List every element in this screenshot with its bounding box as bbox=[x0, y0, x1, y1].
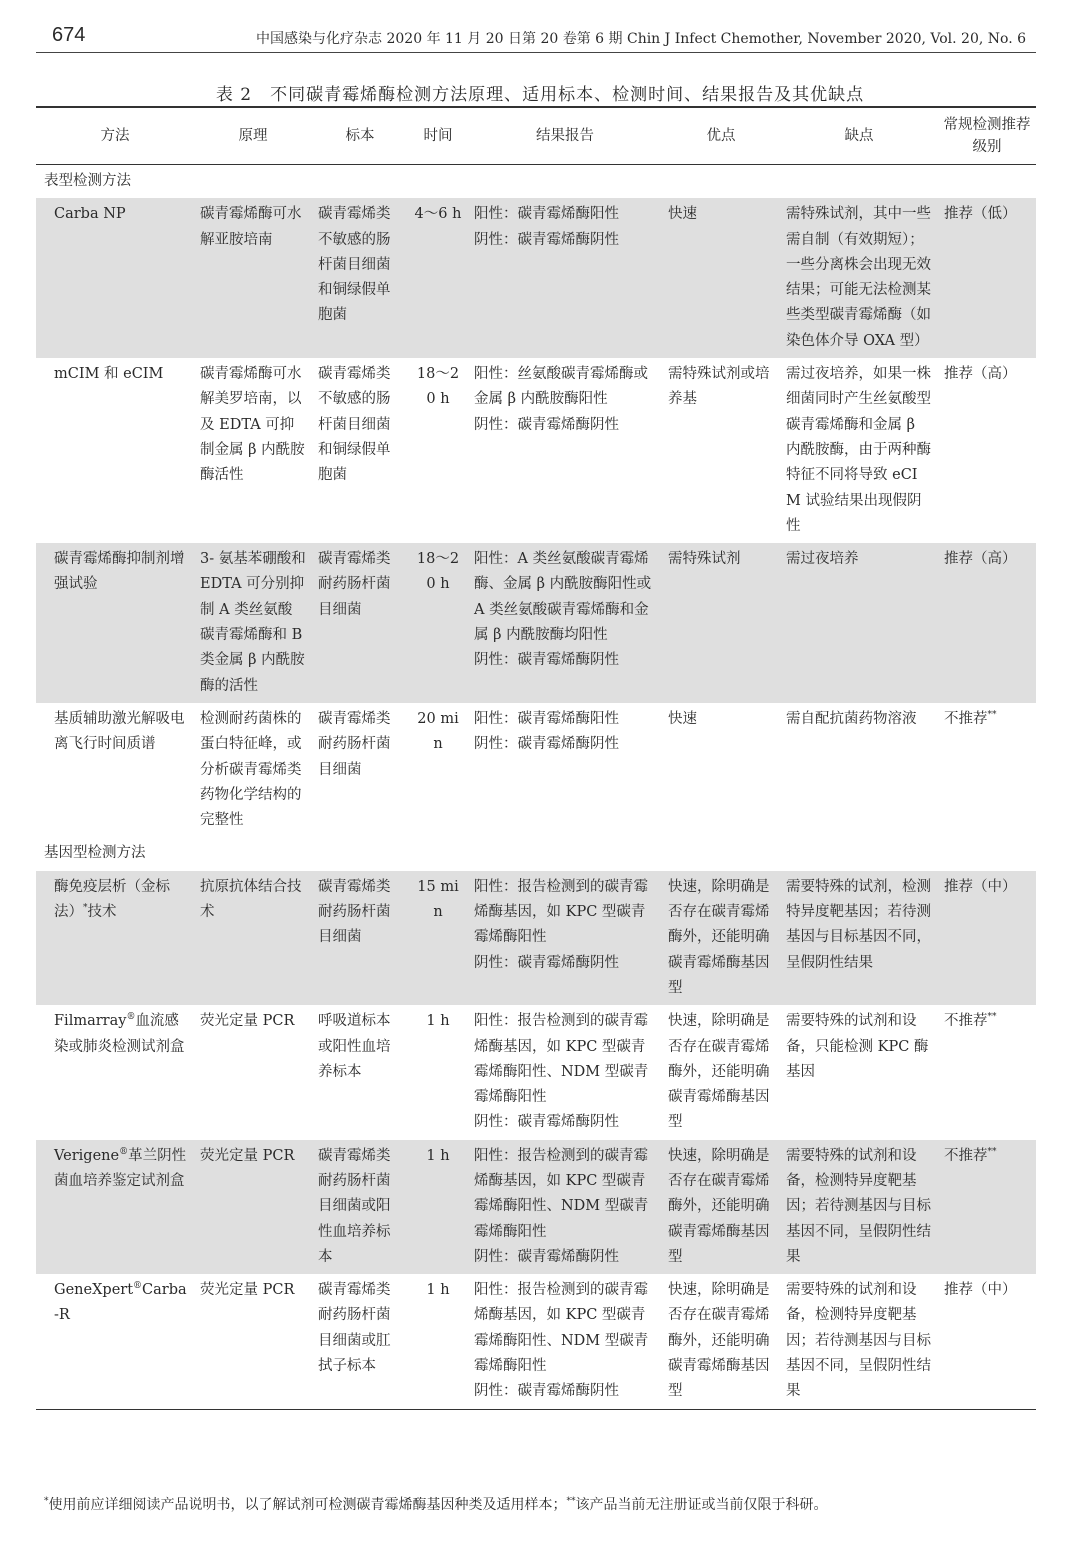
principle-cell: 检测耐药菌株的蛋白特征峰，或分析碳青霉烯类药物化学结构的完整性 bbox=[200, 710, 302, 829]
section-row bbox=[36, 165, 1036, 199]
method-name-rest: 革兰阴性菌血培养鉴定试剂盒 bbox=[54, 1147, 187, 1189]
column-header: 标本 bbox=[312, 107, 408, 165]
recommend-level: 不推荐 bbox=[944, 1013, 988, 1030]
table-row bbox=[36, 871, 1036, 1005]
column-header: 方法 bbox=[36, 107, 194, 165]
recommend-cell bbox=[938, 871, 1036, 1005]
advantage-cell: 快速 bbox=[668, 710, 697, 727]
method-superscript: ® bbox=[119, 1146, 129, 1157]
advantage-cell: 快速，除明确是否存在碳青霉烯酶外，还能明确碳青霉烯酶基因型 bbox=[662, 1274, 780, 1409]
result-line: 阳性：报告检测到的碳青霉烯酶基因，如 KPC 型碳青霉烯酶阳性、NDM 型碳青霉烯酶阳性 bbox=[474, 1147, 649, 1240]
method-name: 碳青霉烯酶抑制剂增强试验 bbox=[54, 551, 185, 593]
recommend-superscript: ** bbox=[987, 710, 997, 721]
footnote-text: 使用前应详细阅读产品说明书，以了解试剂可检测碳青霉烯酶基因种类及适用样本； bbox=[48, 1497, 567, 1513]
disadvantage-cell: 需要特殊的试剂，检测特异度靶基因；若待测基因与目标基因不同，呈假阴性结果 bbox=[780, 871, 938, 1005]
principle-cell: 荧光定量 PCR bbox=[200, 1013, 295, 1030]
time-cell: 18～20 h bbox=[408, 543, 468, 703]
footnote bbox=[44, 1494, 1044, 1514]
disadvantage-cell: 需要特殊的试剂和设备，检测特异度靶基因；若待测基因与目标基因不同，呈假阴性结果 bbox=[780, 1274, 938, 1409]
result-cell bbox=[468, 871, 662, 1005]
recommend-level: 推荐（低） bbox=[944, 206, 1017, 223]
table-row bbox=[36, 543, 1036, 703]
recommend-level: 推荐（高） bbox=[944, 366, 1017, 383]
footnote-mark: * bbox=[44, 1496, 49, 1507]
specimen-cell: 碳青霉烯类耐药肠杆菌目细菌 bbox=[312, 871, 408, 1005]
recommend-superscript: ** bbox=[987, 1146, 997, 1157]
recommend-superscript: ** bbox=[987, 1012, 997, 1023]
advantage-cell: 需特殊试剂或培养基 bbox=[668, 366, 770, 408]
method-superscript: * bbox=[83, 903, 88, 914]
result-line: 阳性：A 类丝氨酸碳青霉烯酶、金属 β 内酰胺酶阳性或 A 类丝氨酸碳青霉烯酶和金属 β 内酰胺酶均阳性 bbox=[474, 551, 652, 644]
footnote-mark: ** bbox=[566, 1496, 576, 1507]
time-cell: 1 h bbox=[426, 1013, 450, 1030]
section-title: 基因型检测方法 bbox=[44, 845, 146, 862]
result-line: 阴性：碳青霉烯酶阴性 bbox=[474, 652, 619, 669]
header-row bbox=[36, 107, 1036, 165]
page-number: 674 bbox=[52, 24, 86, 46]
method-cell bbox=[36, 358, 194, 543]
journal-info: 中国感染与化疗杂志 2020 年 11 月 20 日第 20 卷第 6 期 Chin J Infect Chemother, November 2020, Vol. 20, No. 6 bbox=[256, 31, 1026, 47]
method-superscript: ® bbox=[126, 1012, 136, 1023]
result-line: 阳性：报告检测到的碳青霉烯酶基因，如 KPC 型碳青霉烯酶阳性、NDM 型碳青霉烯酶阳性 bbox=[474, 1013, 649, 1106]
disadvantage-cell: 需特殊试剂，其中一些需自制（有效期短）；一些分离株会出现无效结果；可能无法检测某些类型碳青霉烯酶（如染色体介导 OXA 型） bbox=[780, 198, 938, 358]
table-row bbox=[36, 703, 1036, 837]
method-name: Filmarray bbox=[54, 1013, 127, 1030]
result-line: 阴性：碳青霉烯酶阴性 bbox=[474, 1114, 619, 1131]
recommend-cell bbox=[938, 543, 1036, 703]
specimen-cell: 碳青霉烯类耐药肠杆菌目细菌或阳性血培养标本 bbox=[312, 1140, 408, 1274]
disadvantage-cell: 需过夜培养，如果一株细菌同时产生丝氨酸型碳青霉烯酶和金属 β 内酰胺酶，由于两种酶特征不同将导致 eCIM 试验结果出现假阴性 bbox=[786, 366, 931, 534]
method-name: GeneXpert bbox=[54, 1282, 134, 1299]
recommend-cell bbox=[938, 198, 1036, 358]
result-cell bbox=[468, 543, 662, 703]
method-name: 基质辅助激光解吸电离飞行时间质谱 bbox=[54, 710, 185, 753]
result-cell bbox=[468, 703, 662, 837]
recommend-level: 不推荐 bbox=[944, 710, 988, 727]
table-body bbox=[36, 165, 1036, 1410]
running-header bbox=[36, 24, 1036, 53]
table-row bbox=[36, 1005, 1036, 1139]
column-header: 结果报告 bbox=[468, 107, 662, 165]
specimen-cell: 碳青霉烯类耐药肠杆菌目细菌或肛拭子标本 bbox=[312, 1274, 408, 1409]
column-header: 缺点 bbox=[780, 107, 938, 165]
footnote-text: 该产品当前无注册证或当前仅限于科研。 bbox=[575, 1497, 828, 1513]
advantage-cell: 快速，除明确是否存在碳青霉烯酶外，还能明确碳青霉烯酶基因型 bbox=[662, 871, 780, 1005]
result-cell bbox=[468, 1005, 662, 1139]
column-header: 常规检测推荐级别 bbox=[938, 107, 1036, 165]
principle-cell: 碳青霉烯酶可水解亚胺培南 bbox=[194, 198, 312, 358]
principle-cell: 抗原抗体结合技术 bbox=[194, 871, 312, 1005]
recommend-cell bbox=[938, 703, 1036, 837]
specimen-cell: 碳青霉烯类不敏感的肠杆菌目细菌和铜绿假单胞菌 bbox=[312, 198, 408, 358]
method-cell bbox=[36, 543, 194, 703]
method-cell bbox=[36, 1140, 194, 1274]
method-name-rest: 血流感染或肺炎检测试剂盒 bbox=[54, 1013, 185, 1055]
result-line: 阳性：丝氨酸碳青霉烯酶或金属 β 内酰胺酶阳性 bbox=[474, 366, 648, 408]
advantage-cell: 快速，除明确是否存在碳青霉烯酶外，还能明确碳青霉烯酶基因型 bbox=[668, 1013, 770, 1131]
disadvantage-cell: 需要特殊的试剂和设备，检测特异度靶基因；若待测基因与目标基因不同，呈假阴性结果 bbox=[780, 1140, 938, 1274]
recommend-level: 推荐（高） bbox=[944, 551, 1017, 568]
result-line: 阴性：碳青霉烯酶阴性 bbox=[474, 954, 619, 971]
specimen-cell: 碳青霉烯类耐药肠杆菌目细菌 bbox=[318, 710, 391, 778]
method-name-rest: Carba-R bbox=[54, 1282, 187, 1324]
disadvantage-cell: 需自配抗菌药物溶液 bbox=[786, 710, 917, 727]
disadvantage-cell: 需要特殊的试剂和设备，只能检测 KPC 酶基因 bbox=[786, 1013, 929, 1080]
result-line: 阴性：碳青霉烯酶阴性 bbox=[474, 1248, 619, 1265]
method-name: mCIM 和 eCIM bbox=[54, 366, 164, 383]
time-cell: 20 min bbox=[417, 710, 459, 753]
column-header: 原理 bbox=[194, 107, 312, 165]
recommend-cell bbox=[938, 1005, 1036, 1139]
recommend-level: 不推荐 bbox=[944, 1147, 988, 1164]
table-row bbox=[36, 198, 1036, 358]
recommend-cell bbox=[938, 1274, 1036, 1409]
result-line: 阳性：报告检测到的碳青霉烯酶基因，如 KPC 型碳青霉烯酶阳性、NDM 型碳青霉烯酶阳性 bbox=[474, 1282, 649, 1375]
result-cell bbox=[468, 198, 662, 358]
result-line: 阳性：报告检测到的碳青霉烯酶基因，如 KPC 型碳青霉烯酶阳性 bbox=[474, 878, 648, 946]
result-line: 阴性：碳青霉烯酶阴性 bbox=[474, 736, 619, 753]
principle-cell: 碳青霉烯酶可水解美罗培南，以及 EDTA 可抑制金属 β 内酰胺酶活性 bbox=[200, 366, 305, 484]
principle-cell: 3- 氨基苯硼酸和 EDTA 可分别抑制 A 类丝氨酸碳青霉烯酶和 B 类金属 β 内酰胺酶的活性 bbox=[194, 543, 312, 703]
advantage-cell: 快速 bbox=[662, 198, 780, 358]
column-header: 时间 bbox=[408, 107, 468, 165]
time-cell: 1 h bbox=[408, 1274, 468, 1409]
recommend-level: 推荐（中） bbox=[944, 878, 1017, 895]
time-cell: 18～20 h bbox=[416, 366, 460, 408]
result-line: 阳性：碳青霉烯酶阳性 bbox=[474, 206, 619, 223]
method-superscript: ® bbox=[133, 1281, 143, 1292]
time-cell: 15 min bbox=[408, 871, 468, 1005]
time-cell: 4～6 h bbox=[408, 198, 468, 358]
method-cell bbox=[36, 871, 194, 1005]
principle-cell: 荧光定量 PCR bbox=[194, 1274, 312, 1409]
result-line: 阴性：碳青霉烯酶阴性 bbox=[474, 416, 619, 433]
method-cell bbox=[36, 703, 194, 837]
table-row bbox=[36, 1274, 1036, 1409]
column-header: 优点 bbox=[662, 107, 780, 165]
method-name: 酶免疫层析（金标法） bbox=[54, 878, 170, 921]
method-name: Verigene bbox=[54, 1147, 120, 1164]
specimen-cell: 碳青霉烯类耐药肠杆菌目细菌 bbox=[312, 543, 408, 703]
table-caption: 表 2 不同碳青霉烯酶检测方法原理、适用标本、检测时间、结果报告及其优缺点 bbox=[215, 85, 865, 105]
result-line: 阳性：碳青霉烯酶阳性 bbox=[474, 710, 619, 727]
methods-table bbox=[36, 106, 1036, 1410]
result-cell bbox=[468, 358, 662, 543]
principle-cell: 荧光定量 PCR bbox=[194, 1140, 312, 1274]
method-cell bbox=[36, 198, 194, 358]
method-name: Carba NP bbox=[54, 206, 126, 223]
method-cell bbox=[36, 1274, 194, 1409]
recommend-cell bbox=[938, 1140, 1036, 1274]
table-row bbox=[36, 1140, 1036, 1274]
advantage-cell: 快速，除明确是否存在碳青霉烯酶外，还能明确碳青霉烯酶基因型 bbox=[662, 1140, 780, 1274]
result-line: 阴性：碳青霉烯酶阴性 bbox=[474, 1383, 619, 1400]
method-name-rest: 技术 bbox=[87, 904, 117, 921]
method-cell bbox=[36, 1005, 194, 1139]
advantage-cell: 需特殊试剂 bbox=[662, 543, 780, 703]
result-cell bbox=[468, 1140, 662, 1274]
result-cell bbox=[468, 1274, 662, 1409]
table-row bbox=[36, 358, 1036, 543]
recommend-level: 推荐（中） bbox=[944, 1282, 1017, 1299]
recommend-cell bbox=[938, 358, 1036, 543]
result-line: 阴性：碳青霉烯酶阴性 bbox=[474, 231, 619, 248]
section-title: 表型检测方法 bbox=[44, 173, 131, 189]
time-cell: 1 h bbox=[408, 1140, 468, 1274]
disadvantage-cell: 需过夜培养 bbox=[780, 543, 938, 703]
specimen-cell: 呼吸道标本或阳性血培养标本 bbox=[318, 1013, 391, 1080]
specimen-cell: 碳青霉烯类不敏感的肠杆菌目细菌和铜绿假单胞菌 bbox=[318, 366, 391, 484]
section-row bbox=[36, 837, 1036, 870]
